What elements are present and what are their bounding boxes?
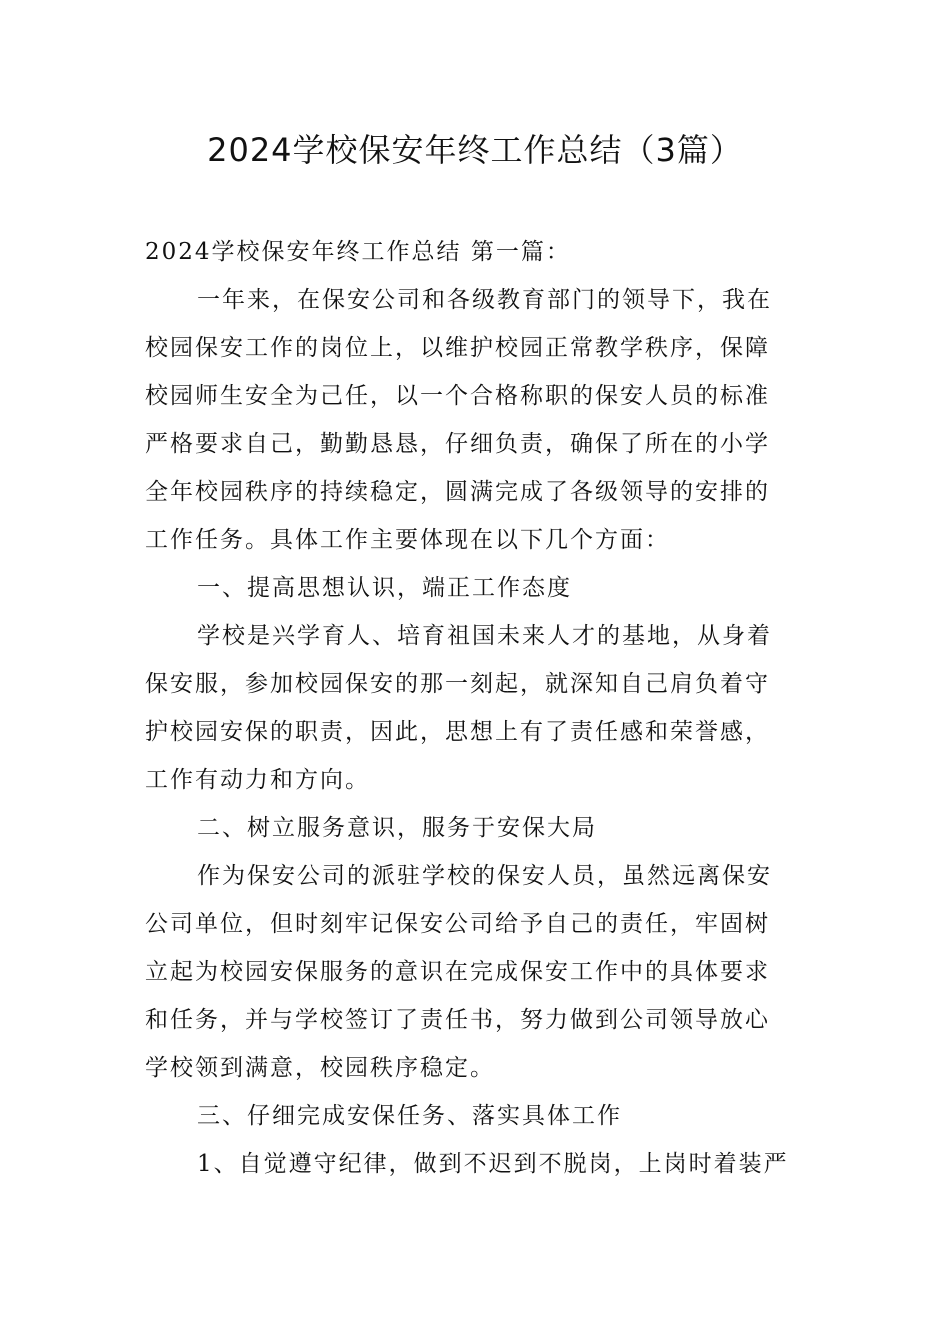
paragraph-line: 学校是兴学育人、培育祖国未来人才的基地，从身着 (197, 623, 772, 649)
paragraph-line: 立起为校园安保服务的意识在完成保安工作中的具体要求 (145, 959, 770, 985)
paragraph-line: 保安服，参加校园保安的那一刻起，就深知自己肩负着守 (145, 671, 770, 697)
subheading: 三、仔细完成安保任务、落实具体工作 (197, 1103, 622, 1129)
paragraph-line: 学校领到满意，校园秩序稳定。 (145, 1055, 495, 1081)
paragraph-line: 一年来，在保安公司和各级教育部门的领导下，我在 (197, 287, 772, 313)
document-body (145, 228, 809, 1188)
paragraph-line: 和任务，并与学校签订了责任书，努力做到公司领导放心 (145, 1007, 770, 1033)
paragraph-line: 护校园安保的职责，因此，思想上有了责任感和荣誉感， (145, 719, 770, 745)
paragraph-line: 作为保安公司的派驻学校的保安人员，虽然远离保安 (197, 863, 772, 889)
paragraph-line: 严格要求自己，勤勤恳恳，仔细负责，确保了所在的小学 (145, 431, 770, 457)
subheading: 一、提高思想认识，端正工作态度 (197, 575, 572, 601)
paragraph-line: 全年校园秩序的持续稳定，圆满完成了各级领导的安排的 (145, 479, 770, 505)
subheading: 二、树立服务意识，服务于安保大局 (197, 815, 597, 841)
paragraph-line: 工作有动力和方向。 (145, 767, 370, 793)
paragraph-line: 工作任务。具体工作主要体现在以下几个方面： (145, 527, 670, 553)
paragraph-line: 校园师生安全为己任，以一个合格称职的保安人员的标准 (145, 383, 770, 409)
document-title: 2024学校保安年终工作总结（3篇） (207, 131, 743, 169)
paragraph-line: 校园保安工作的岗位上，以维护校园正常教学秩序，保障 (145, 335, 770, 361)
paragraph-line: 公司单位，但时刻牢记保安公司给予自己的责任，牢固树 (145, 911, 770, 937)
section-heading: 2024学校保安年终工作总结 第一篇： (145, 239, 571, 265)
paragraph-line: 1、自觉遵守纪律，做到不迟到不脱岗，上岗时着装严 (197, 1151, 789, 1177)
